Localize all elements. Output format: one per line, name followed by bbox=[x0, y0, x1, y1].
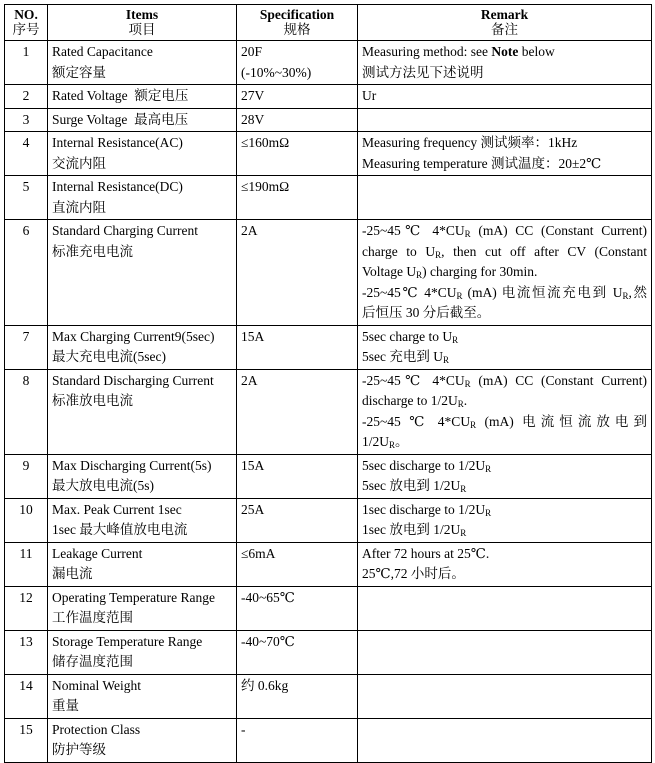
remark-cell bbox=[358, 586, 652, 630]
remark-line bbox=[362, 347, 647, 368]
table-row bbox=[5, 220, 652, 326]
spec-value: 2A bbox=[241, 223, 258, 238]
remark-text: 1sec 放电到 1/2U bbox=[362, 522, 461, 537]
row-number: 4 bbox=[5, 132, 48, 176]
table-row bbox=[5, 498, 652, 542]
item-en: Internal Resistance(AC) bbox=[52, 135, 183, 150]
spec-cell bbox=[237, 454, 358, 498]
remark-text: Voltage U bbox=[362, 264, 417, 279]
row-number: 3 bbox=[5, 108, 48, 132]
spec-value: 28V bbox=[241, 111, 265, 127]
table-row bbox=[5, 630, 652, 674]
row-number: 11 bbox=[5, 542, 48, 586]
remark-text: ,然 bbox=[628, 284, 647, 300]
remark-line bbox=[362, 412, 647, 433]
item-cell bbox=[48, 41, 237, 85]
spec-table bbox=[4, 4, 652, 763]
spec-value: - bbox=[241, 721, 246, 737]
item-cell bbox=[48, 718, 237, 762]
spec-value: 2A bbox=[241, 372, 258, 388]
item-en: Operating Temperature Range bbox=[52, 589, 215, 605]
header-items-label: Items bbox=[125, 7, 159, 22]
row-number: 6 bbox=[5, 220, 48, 326]
remark-line bbox=[362, 432, 647, 453]
item-cell bbox=[48, 498, 237, 542]
remark-text: -25~45℃ 4*CU bbox=[362, 284, 457, 300]
item-zh: 1sec 最大峰值放电电流 bbox=[52, 522, 188, 537]
header-spec-label-zh: 规格 bbox=[283, 22, 311, 37]
spec-value: ≤6mA bbox=[241, 545, 276, 561]
remark-cell bbox=[358, 369, 652, 454]
item-cell bbox=[48, 454, 237, 498]
table-row bbox=[5, 542, 652, 586]
item-en: Internal Resistance(DC) bbox=[52, 179, 183, 194]
row-number: 5 bbox=[5, 176, 48, 220]
table-row bbox=[5, 176, 652, 220]
row-number: 15 bbox=[5, 718, 48, 762]
remark-subscript: R bbox=[389, 440, 396, 450]
item-en: Surge Voltage bbox=[52, 111, 128, 127]
item-cell bbox=[48, 369, 237, 454]
remark-text: 。 bbox=[395, 434, 409, 449]
remark-subscript: R bbox=[460, 484, 467, 494]
row-number: 10 bbox=[5, 498, 48, 542]
table-row bbox=[5, 41, 652, 85]
spec-value: 27V bbox=[241, 88, 265, 103]
remark-subscript: R bbox=[485, 463, 492, 474]
table-row bbox=[5, 586, 652, 630]
remark-text: (mA) CC (Constant Current) bbox=[470, 372, 648, 388]
item-en: Max. Peak Current 1sec bbox=[52, 501, 182, 517]
remark-text: 1sec discharge to 1/2U bbox=[362, 501, 486, 517]
item-cell bbox=[48, 176, 237, 220]
remark-line: Measuring frequency 测试频率：1kHz bbox=[362, 135, 578, 150]
item-en: Rated Capacitance bbox=[52, 44, 153, 59]
remark-line bbox=[362, 520, 647, 541]
spec-cell bbox=[237, 132, 358, 176]
remark-cell bbox=[358, 41, 652, 85]
row-number: 13 bbox=[5, 630, 48, 674]
spec-cell bbox=[237, 498, 358, 542]
remark-line: 后恒压 30 分后截至。 bbox=[362, 305, 491, 320]
spec-cell bbox=[237, 542, 358, 586]
table-row bbox=[5, 674, 652, 718]
remark-text: . bbox=[463, 393, 468, 408]
remark-line: After 72 hours at 25℃. bbox=[362, 545, 490, 561]
remark-text: discharge to 1/2U bbox=[362, 393, 458, 408]
item-zh: 标准放电电流 bbox=[52, 393, 133, 408]
remark-text: -25~45℃ 4*CU bbox=[362, 223, 465, 238]
remark-cell bbox=[358, 542, 652, 586]
remark-line bbox=[362, 262, 647, 283]
header-no bbox=[5, 5, 48, 41]
spec-cell bbox=[237, 369, 358, 454]
item-cell bbox=[48, 108, 237, 132]
table-row bbox=[5, 325, 652, 369]
row-number: 7 bbox=[5, 325, 48, 369]
remark-subscript: R bbox=[456, 290, 463, 301]
remark-subscript: R bbox=[464, 378, 471, 389]
spec-cell bbox=[237, 85, 358, 109]
spec-cell bbox=[237, 220, 358, 326]
header-row bbox=[5, 5, 652, 41]
remark-line bbox=[362, 371, 647, 392]
remark-line bbox=[362, 500, 647, 521]
item-en: Protection Class bbox=[52, 721, 141, 737]
remark-subscript: R bbox=[622, 290, 629, 301]
item-en: Leakage Current bbox=[52, 545, 143, 561]
remark-subscript: R bbox=[457, 399, 464, 409]
item-en: Nominal Weight bbox=[52, 677, 142, 693]
spec-value: 25A bbox=[241, 501, 265, 517]
remark-text: charge to U bbox=[362, 243, 436, 259]
item-zh: 最大充电电流(5sec) bbox=[52, 349, 166, 364]
row-number: 2 bbox=[5, 85, 48, 109]
spec-value: 15A bbox=[241, 328, 265, 344]
remark-text: 5sec 放电到 1/2U bbox=[362, 478, 461, 493]
spec-value: 20F bbox=[241, 44, 263, 59]
remark-cell bbox=[358, 325, 652, 369]
remark-text: (mA) CC (Constant Current) bbox=[470, 223, 648, 238]
spec-value: 15A bbox=[241, 457, 265, 473]
item-zh: 工作温度范围 bbox=[52, 610, 133, 625]
item-zh: 防护等级 bbox=[52, 742, 106, 757]
remark-cell bbox=[358, 176, 652, 220]
remark-subscript: R bbox=[470, 419, 477, 430]
item-en: Rated Voltage bbox=[52, 88, 128, 103]
remark-cell bbox=[358, 108, 652, 132]
table-row bbox=[5, 369, 652, 454]
item-cell bbox=[48, 325, 237, 369]
spec-cell bbox=[237, 586, 358, 630]
remark-subscript: R bbox=[452, 334, 459, 345]
header-remark-label-zh: 备注 bbox=[491, 22, 518, 37]
remark-line bbox=[362, 476, 647, 497]
remark-line: Measuring temperature 测试温度：20±2℃ bbox=[362, 155, 602, 171]
item-cell bbox=[48, 132, 237, 176]
remark-text: 5sec 充电到 U bbox=[362, 349, 443, 364]
table-row bbox=[5, 132, 652, 176]
header-remark bbox=[358, 5, 652, 41]
item-zh: 直流内阻 bbox=[52, 199, 106, 215]
item-en: Max Charging Current9(5sec) bbox=[52, 328, 215, 344]
remark-text: below bbox=[518, 44, 555, 59]
header-spec-label: Specification bbox=[259, 7, 335, 22]
remark-cell bbox=[358, 630, 652, 674]
spec-value: ≤160mΩ bbox=[241, 135, 290, 150]
item-zh: 交流内阻 bbox=[52, 155, 106, 171]
remark-line bbox=[362, 42, 647, 63]
item-cell bbox=[48, 542, 237, 586]
remark-line bbox=[362, 327, 647, 348]
remark-line: 测试方法见下述说明 bbox=[362, 64, 484, 80]
remark-text: Measuring method: see bbox=[362, 44, 492, 59]
header-remark-label: Remark bbox=[480, 7, 529, 22]
remark-line: 25℃,72 小时后。 bbox=[362, 566, 465, 581]
spec-cell bbox=[237, 41, 358, 85]
spec-tolerance: (-10%~30%) bbox=[241, 64, 312, 80]
header-items-label-zh: 项目 bbox=[128, 22, 156, 37]
row-number: 12 bbox=[5, 586, 48, 630]
item-cell bbox=[48, 674, 237, 718]
remark-subscript: R bbox=[485, 507, 492, 518]
spec-cell bbox=[237, 630, 358, 674]
remark-text: -25~45℃ 4*CU bbox=[362, 372, 465, 388]
spec-cell bbox=[237, 674, 358, 718]
item-zh: 最高电压 bbox=[134, 111, 189, 127]
remark-cell bbox=[358, 454, 652, 498]
row-number: 14 bbox=[5, 674, 48, 718]
item-zh: 标准充电电流 bbox=[52, 243, 133, 259]
table-row bbox=[5, 454, 652, 498]
remark-cell bbox=[358, 718, 652, 762]
table-row bbox=[5, 85, 652, 109]
item-zh: 重量 bbox=[52, 698, 79, 713]
remark-text: , then cut off after CV (Constant bbox=[441, 243, 648, 259]
item-zh: 储存温度范围 bbox=[52, 654, 133, 669]
remark-line bbox=[362, 283, 647, 304]
remark-text: (mA) 电流恒流放电到 bbox=[476, 413, 647, 429]
remark-cell bbox=[358, 674, 652, 718]
remark-cell bbox=[358, 498, 652, 542]
remark-line: Ur bbox=[362, 88, 377, 103]
header-spec bbox=[237, 5, 358, 41]
item-en: Max Discharging Current(5s) bbox=[52, 457, 212, 473]
remark-cell bbox=[358, 85, 652, 109]
header-items bbox=[48, 5, 237, 41]
item-en: Storage Temperature Range bbox=[52, 633, 203, 649]
table-row bbox=[5, 108, 652, 132]
spec-cell bbox=[237, 108, 358, 132]
item-cell bbox=[48, 630, 237, 674]
spec-cell bbox=[237, 325, 358, 369]
remark-note-bold: Note bbox=[491, 44, 519, 59]
item-cell bbox=[48, 220, 237, 326]
item-en: Standard Charging Current bbox=[52, 223, 198, 238]
remark-line bbox=[362, 221, 647, 242]
remark-text: 5sec charge to U bbox=[362, 328, 453, 344]
remark-subscript: R bbox=[416, 270, 423, 280]
spec-value: 约 0.6kg bbox=[241, 677, 289, 693]
remark-subscript: R bbox=[464, 229, 471, 239]
remark-line bbox=[362, 456, 647, 477]
remark-text: (mA) 电流恒流充电到 U bbox=[462, 284, 623, 300]
spec-value: -40~70℃ bbox=[241, 633, 295, 649]
row-number: 1 bbox=[5, 41, 48, 85]
remark-cell bbox=[358, 220, 652, 326]
remark-subscript: R bbox=[435, 249, 442, 260]
remark-text: ) charging for 30min. bbox=[422, 264, 538, 279]
remark-text: 1/2U bbox=[362, 434, 389, 449]
remark-subscript: R bbox=[443, 355, 450, 365]
remark-text: 5sec discharge to 1/2U bbox=[362, 457, 486, 473]
item-cell bbox=[48, 85, 237, 109]
spec-value: -40~65℃ bbox=[241, 589, 295, 605]
header-no-label: NO. bbox=[14, 7, 38, 22]
row-number: 8 bbox=[5, 369, 48, 454]
spec-cell bbox=[237, 718, 358, 762]
remark-subscript: R bbox=[460, 528, 467, 538]
remark-line bbox=[362, 242, 647, 263]
item-zh: 额定电压 bbox=[134, 88, 189, 103]
spec-value: ≤190mΩ bbox=[241, 179, 290, 194]
spec-cell bbox=[237, 176, 358, 220]
remark-line bbox=[362, 391, 647, 412]
header-no-label-zh: 序号 bbox=[12, 22, 40, 37]
table-row bbox=[5, 718, 652, 762]
item-zh: 最大放电电流(5s) bbox=[52, 478, 154, 493]
remark-cell bbox=[358, 132, 652, 176]
remark-text: -25~45 ℃ 4*CU bbox=[362, 413, 471, 429]
row-number: 9 bbox=[5, 454, 48, 498]
item-cell bbox=[48, 586, 237, 630]
item-zh: 额定容量 bbox=[52, 64, 106, 80]
item-en: Standard Discharging Current bbox=[52, 372, 214, 388]
item-zh: 漏电流 bbox=[52, 566, 93, 581]
